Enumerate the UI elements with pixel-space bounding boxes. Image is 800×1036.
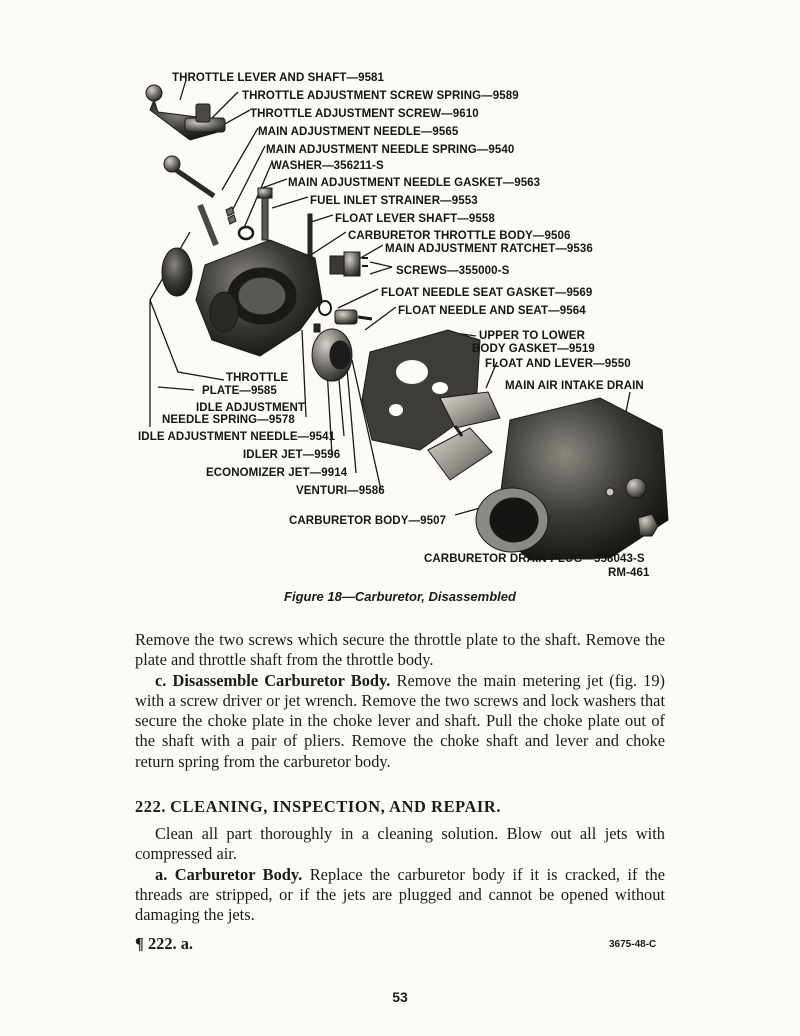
paragraph-cleaning: Clean all part thoroughly in a cleaning solution. Blow out all jets with compressed air. (135, 824, 665, 864)
section-title: CLEANING, INSPECTION, AND REPAIR. (170, 797, 502, 816)
label-carb-drain-plug: CARBURETOR DRAIN PLUG—358043-S (424, 553, 645, 565)
label-main-adj-needle-spring: MAIN ADJUSTMENT NEEDLE SPRING—9540 (266, 144, 515, 156)
label-idle-adj-needle: IDLE ADJUSTMENT NEEDLE—9541 (138, 431, 336, 443)
throttle-plate-part (162, 248, 192, 296)
label-float-lever-shaft: FLOAT LEVER SHAFT—9558 (335, 213, 495, 225)
label-venturi: VENTURI—9586 (296, 485, 385, 497)
page-number: 53 (392, 989, 408, 1005)
label-economizer-jet: ECONOMIZER JET—9914 (206, 467, 348, 479)
paragraph-disassemble-body-text: Remove the main metering jet (fig. 19) with a screw driver or jet wrench. Remove the two screws and lock washers that secure the choke plate in the choke lever and shaft. Pull the choke plate out of the shaft with a pair of pliers. Remove the choke shaft and lever and choke return spring from the carburetor body. (135, 670, 665, 771)
paragraph-disassemble-body (135, 671, 665, 772)
label-main-air-intake-drain: MAIN AIR INTAKE DRAIN (505, 380, 644, 392)
paragraph-carb-body-text: Replace the carburetor body if it is cracked, if the threads are stripped, or if the jets are plugged and cannot be opened without damaging the jets. (135, 864, 665, 925)
paragraph-throttle-plate: Remove the two screws which secure the throttle plate to the shaft. Remove the plate and throttle shaft from the throttle body. (135, 630, 665, 670)
label-rm-code: RM-461 (608, 567, 650, 579)
label-float-and-lever: FLOAT AND LEVER—9550 (485, 358, 631, 370)
label-float-needle-seat-gasket: FLOAT NEEDLE SEAT GASKET—9569 (381, 287, 593, 299)
main-needle-part (164, 156, 214, 196)
label-main-adj-needle-gasket: MAIN ADJUSTMENT NEEDLE GASKET—9563 (288, 177, 541, 189)
label-throttle-adj-screw-spring: THROTTLE ADJUSTMENT SCREW SPRING—9589 (242, 90, 519, 102)
throttle-body-part (196, 240, 322, 356)
paragraph-carb-body (135, 865, 665, 926)
label-throttle-lever-shaft: THROTTLE LEVER AND SHAFT—9581 (172, 72, 385, 84)
label-screws: SCREWS—355000-S (396, 265, 510, 277)
label-float-needle-seat: FLOAT NEEDLE AND SEAT—9564 (398, 305, 586, 317)
label-upper-lower-gasket-2: BODY GASKET—9519 (472, 343, 595, 355)
label-throttle-adj-screw: THROTTLE ADJUSTMENT SCREW—9610 (250, 108, 479, 120)
label-throttle-plate-2: PLATE—9585 (202, 385, 277, 397)
label-upper-lower-gasket-1: UPPER TO LOWER (479, 330, 585, 342)
label-main-adj-ratchet: MAIN ADJUSTMENT RATCHET—9536 (385, 243, 593, 255)
label-carb-throttle-body: CARBURETOR THROTTLE BODY—9506 (348, 230, 571, 242)
label-idle-adj-spring-1: IDLE ADJUSTMENT (196, 402, 306, 414)
figure-caption: Figure 18—Carburetor, Disassembled (284, 589, 516, 604)
carburetor-body-part (476, 398, 668, 560)
section-heading (135, 797, 505, 817)
section-number: 222. (135, 797, 167, 816)
throttle-lever-part (146, 85, 225, 140)
label-idler-jet: IDLER JET—9596 (243, 449, 341, 461)
label-idle-adj-spring-2: NEEDLE SPRING—9578 (162, 414, 295, 426)
body-text-block-2 (135, 824, 665, 925)
document-code: 3675-48-C (609, 939, 657, 950)
subhead-disassemble-body: c. Disassemble Carburetor Body. (155, 670, 391, 690)
label-fuel-inlet-strainer: FUEL INLET STRAINER—9553 (310, 195, 478, 207)
body-text-block-1 (135, 630, 665, 772)
subhead-carb-body: a. Carburetor Body. (155, 864, 303, 884)
label-washer: WASHER—356211-S (271, 160, 384, 172)
label-throttle-plate-1: THROTTLE (226, 372, 289, 384)
paragraph-reference: ¶ 222. a. (135, 934, 194, 953)
venturi-part (312, 329, 352, 381)
label-carb-body: CARBURETOR BODY—9507 (289, 515, 447, 527)
label-main-adj-needle: MAIN ADJUSTMENT NEEDLE—9565 (258, 126, 459, 138)
